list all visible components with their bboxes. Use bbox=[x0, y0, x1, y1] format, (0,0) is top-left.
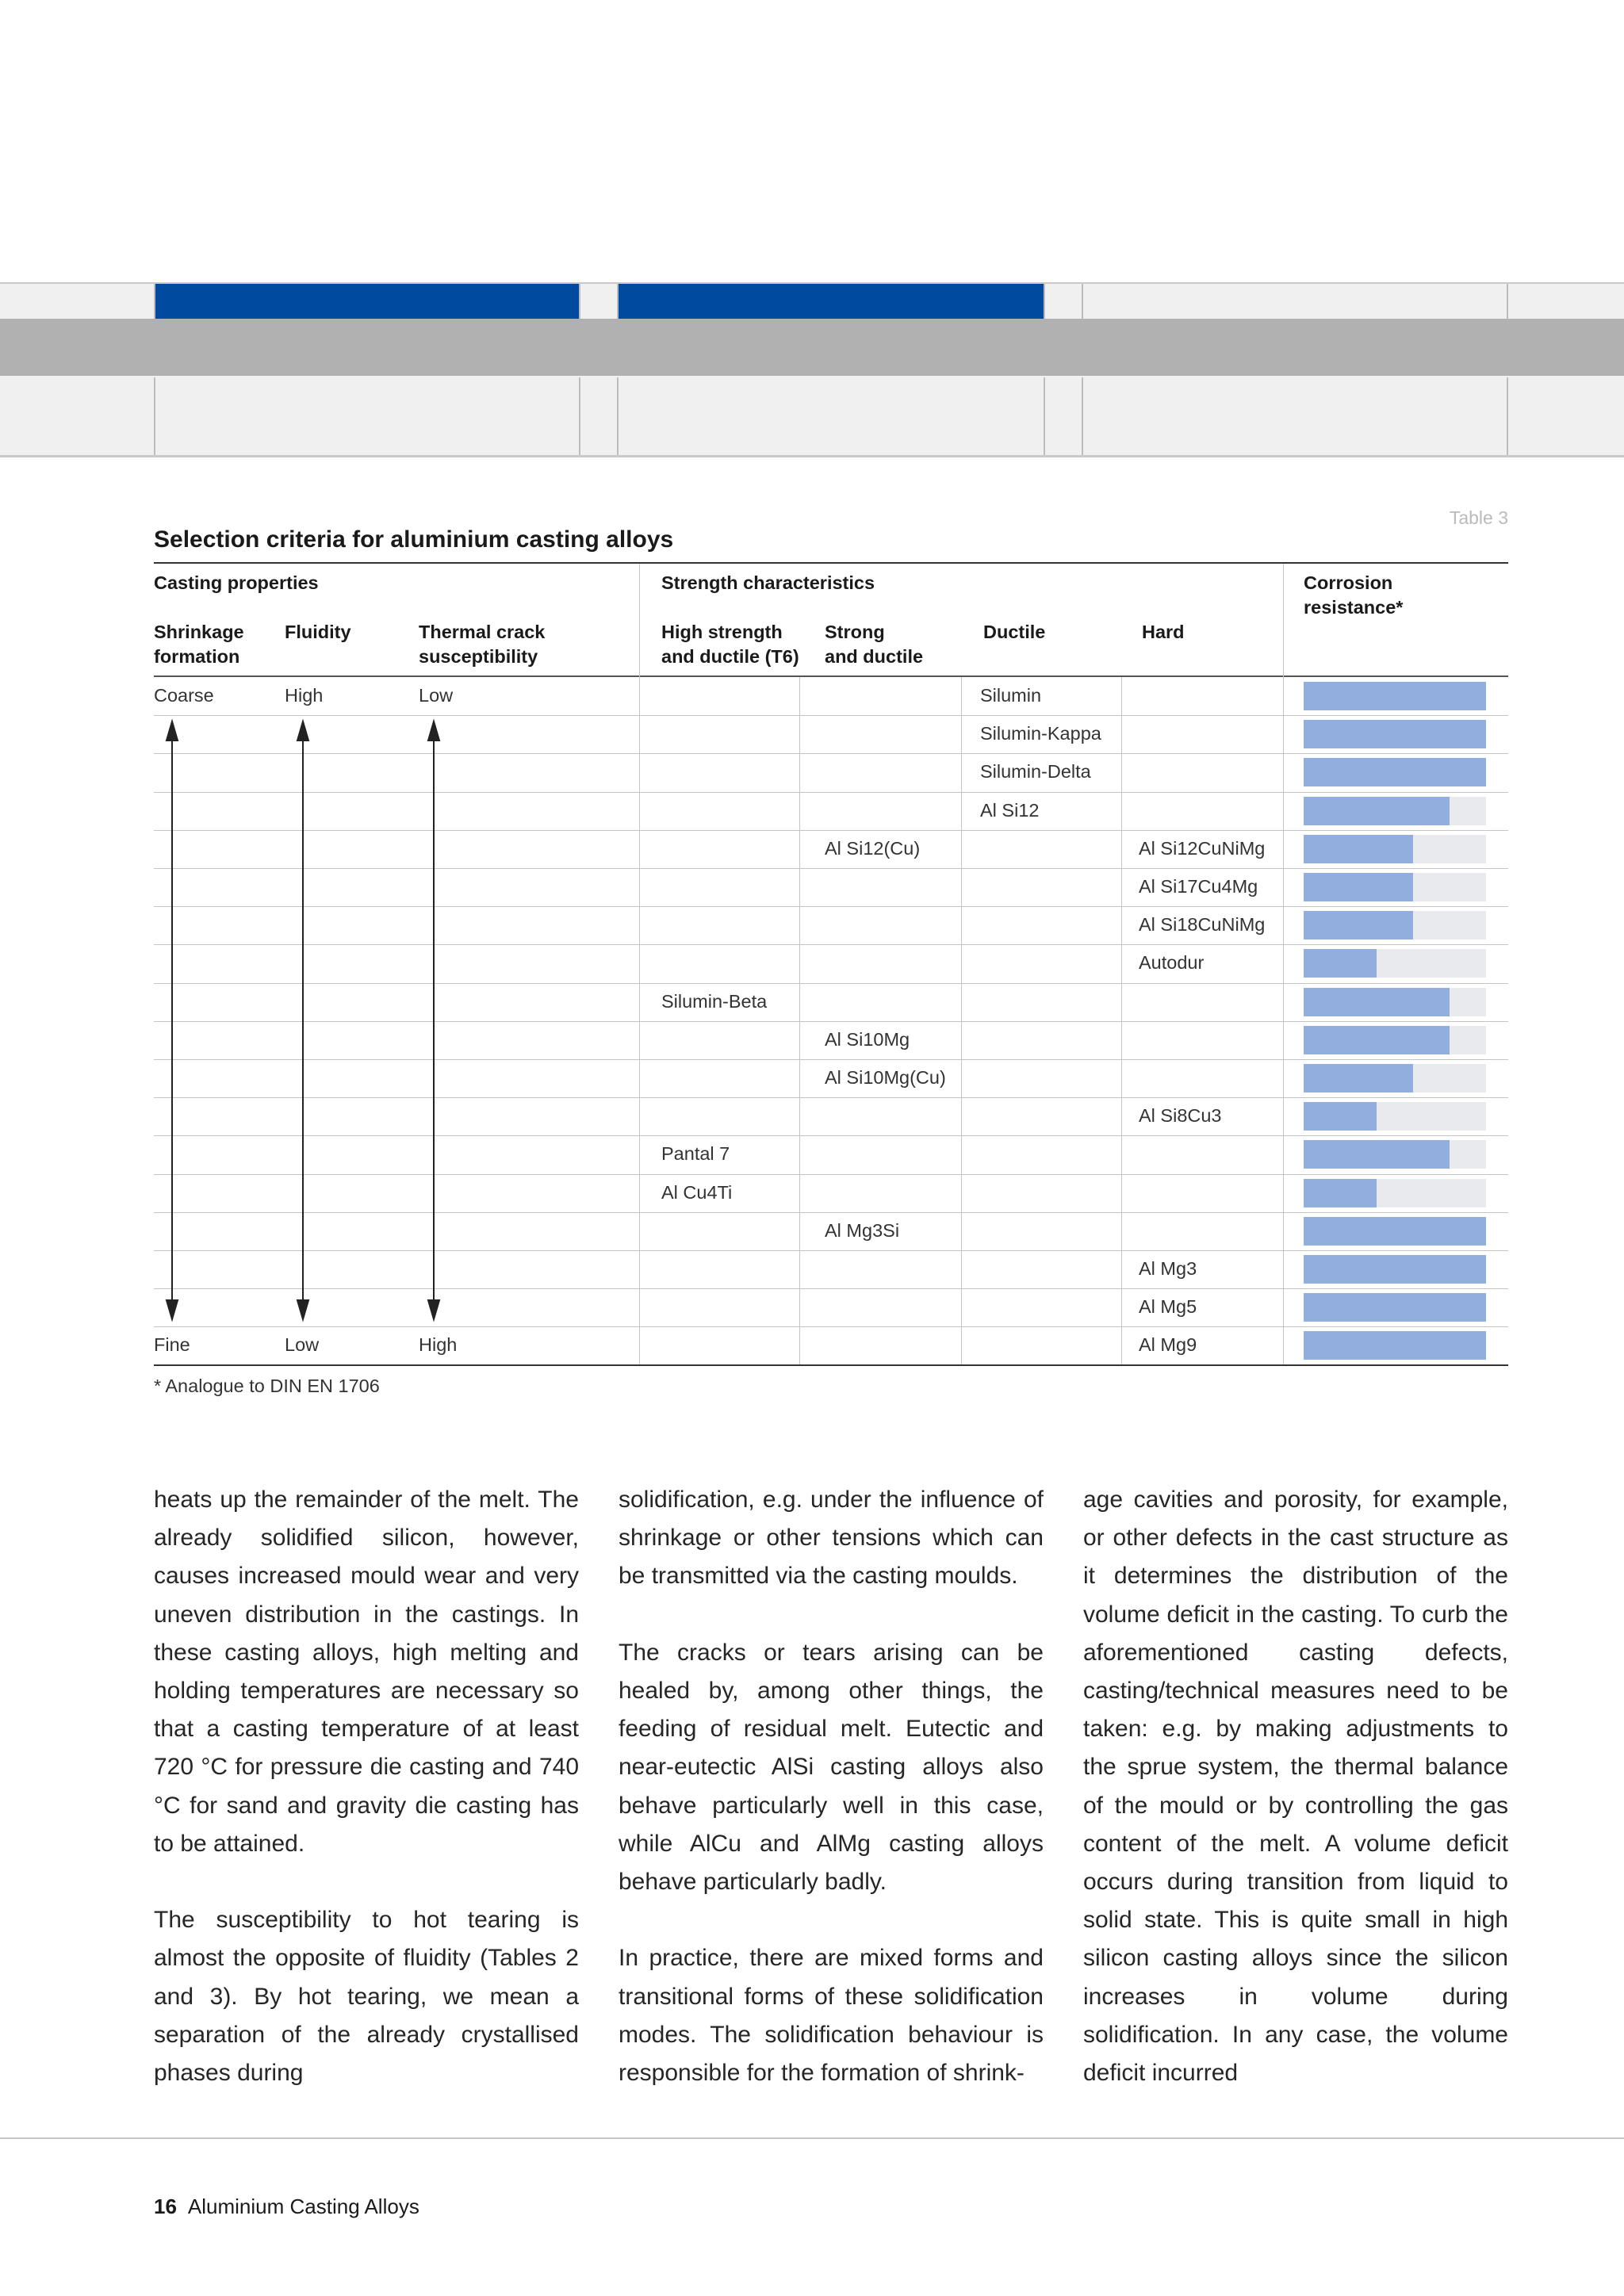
alloy-name: Al Si8Cu3 bbox=[1139, 1105, 1222, 1127]
scale-bottom-shrinkage: Fine bbox=[154, 1334, 190, 1355]
scale-bottom-fluidity: Low bbox=[285, 1334, 320, 1355]
alloy-name: Al Si17Cu4Mg bbox=[1139, 876, 1258, 897]
paragraph: The susceptibility to hot tearing is almost the opposite of fluidity (Tables 2 and 3). By hot tearing, we mean a separation of the already crystallised phases during bbox=[154, 1907, 579, 2087]
shrinkage-arrow-icon bbox=[167, 721, 178, 1319]
scale-top-thermal: Low bbox=[419, 685, 454, 706]
alloy-name: Al Mg3Si bbox=[825, 1219, 900, 1241]
group-corrosion-resistance: Corrosion resistance* bbox=[1304, 572, 1404, 618]
scale-top-shrinkage: Coarse bbox=[154, 685, 214, 706]
paragraph: In practice, there are mixed forms and transitional forms of these solidification modes. The solidification behaviour is responsible for the formation of shrink- bbox=[619, 1945, 1044, 2087]
fluidity-arrow-icon bbox=[297, 721, 308, 1319]
alloy-name: Silumin bbox=[980, 685, 1042, 706]
alloy-name: Al Si12(Cu) bbox=[825, 837, 921, 859]
col-ductile: Ductile bbox=[983, 622, 1046, 642]
col-hard: Hard bbox=[1142, 622, 1185, 642]
alloy-name: Al Si12 bbox=[980, 799, 1040, 821]
body-column-3 bbox=[1083, 1481, 1508, 2130]
alloy-name: Al Si18CuNiMg bbox=[1139, 914, 1266, 936]
alloy-name: Silumin-Kappa bbox=[980, 723, 1101, 744]
scale-top-fluidity: High bbox=[285, 685, 324, 706]
col-fluidity: Fluidity bbox=[285, 622, 351, 642]
page-number: 16 bbox=[154, 2195, 177, 2218]
table-number: Table 3 bbox=[1449, 507, 1508, 528]
paragraph: solidification, e.g. under the influence of shrinkage or other tensions which can be transmitted via the casting moulds. bbox=[619, 1487, 1044, 1590]
scale-bottom-thermal: High bbox=[419, 1334, 458, 1355]
table-bottom-rule bbox=[154, 1364, 1508, 1366]
paragraph: heats up the remainder of the melt. The already solidified silicon, however, causes increased mould wear and very uneven distribution in the castings. In these casting alloys, high melting and holding temperatures are necessary so that a casting temperature of at least 720 °C for pressure die casting and 740 °C for sand and gravity die casting has to be attained. bbox=[154, 1487, 579, 1857]
col-thermal-crack: Thermal crack susceptibility bbox=[419, 622, 546, 667]
table-footnote: * Analogue to DIN EN 1706 bbox=[154, 1376, 380, 1396]
group-strength-characteristics: Strength characteristics bbox=[661, 572, 875, 593]
body-column-1 bbox=[154, 1481, 579, 2130]
alloy-name: Al Si10Mg bbox=[825, 1028, 910, 1050]
thermal-arrow-icon bbox=[428, 721, 439, 1319]
alloy-name: Silumin-Beta bbox=[661, 990, 768, 1012]
alloy-name: Al Cu4Ti bbox=[661, 1181, 733, 1203]
col-strong-ductile: Strong and ductile bbox=[825, 622, 924, 667]
footer-title: Aluminium Casting Alloys bbox=[187, 2195, 419, 2218]
alloy-name: Al Si10Mg(Cu) bbox=[825, 1067, 946, 1088]
alloy-name: Al Mg5 bbox=[1139, 1296, 1197, 1318]
alloy-name: Al Si12CuNiMg bbox=[1139, 837, 1266, 859]
col-shrinkage-formation: Shrinkage formation bbox=[154, 622, 244, 667]
footer-rule bbox=[0, 2137, 1624, 2139]
body-column-2 bbox=[619, 1481, 1044, 2130]
alloy-name: Autodur bbox=[1139, 952, 1205, 974]
group-casting-properties: Casting properties bbox=[154, 572, 319, 593]
alloy-name: Al Mg3 bbox=[1139, 1258, 1197, 1279]
paragraph: age cavities and porosity, for example, or other defects in the cast structure as it determines the distribution of the volume deficit in the casting. To curb the aforementioned casting defects, casting/technical measures need to be taken: e.g. by making adjustments to the sprue system, the thermal balance of the mould or by controlling the gas content of the melt. A volume deficit occurs during transition from liquid to solid state. This is quite small in high silicon casting alloys since the silicon increases in volume during solidification. In any case, the volume deficit incurred bbox=[1083, 1487, 1508, 2087]
table-title: Selection criteria for aluminium casting alloys bbox=[154, 526, 674, 553]
alloy-name: Pantal 7 bbox=[661, 1143, 730, 1165]
alloy-name: Al Mg9 bbox=[1139, 1334, 1197, 1356]
paragraph: The cracks or tears arising can be healed by, among other things, the feeding of residual melt. Eutectic and near-eutectic AlSi casting alloys also behave particularly well in this case, while AlCu and AlMg casting alloys behave particularly badly. bbox=[619, 1639, 1044, 1896]
col-high-strength: High strength and ductile (T6) bbox=[661, 622, 799, 667]
alloy-name: Silumin-Delta bbox=[980, 761, 1091, 783]
page-footer bbox=[154, 2195, 419, 2219]
